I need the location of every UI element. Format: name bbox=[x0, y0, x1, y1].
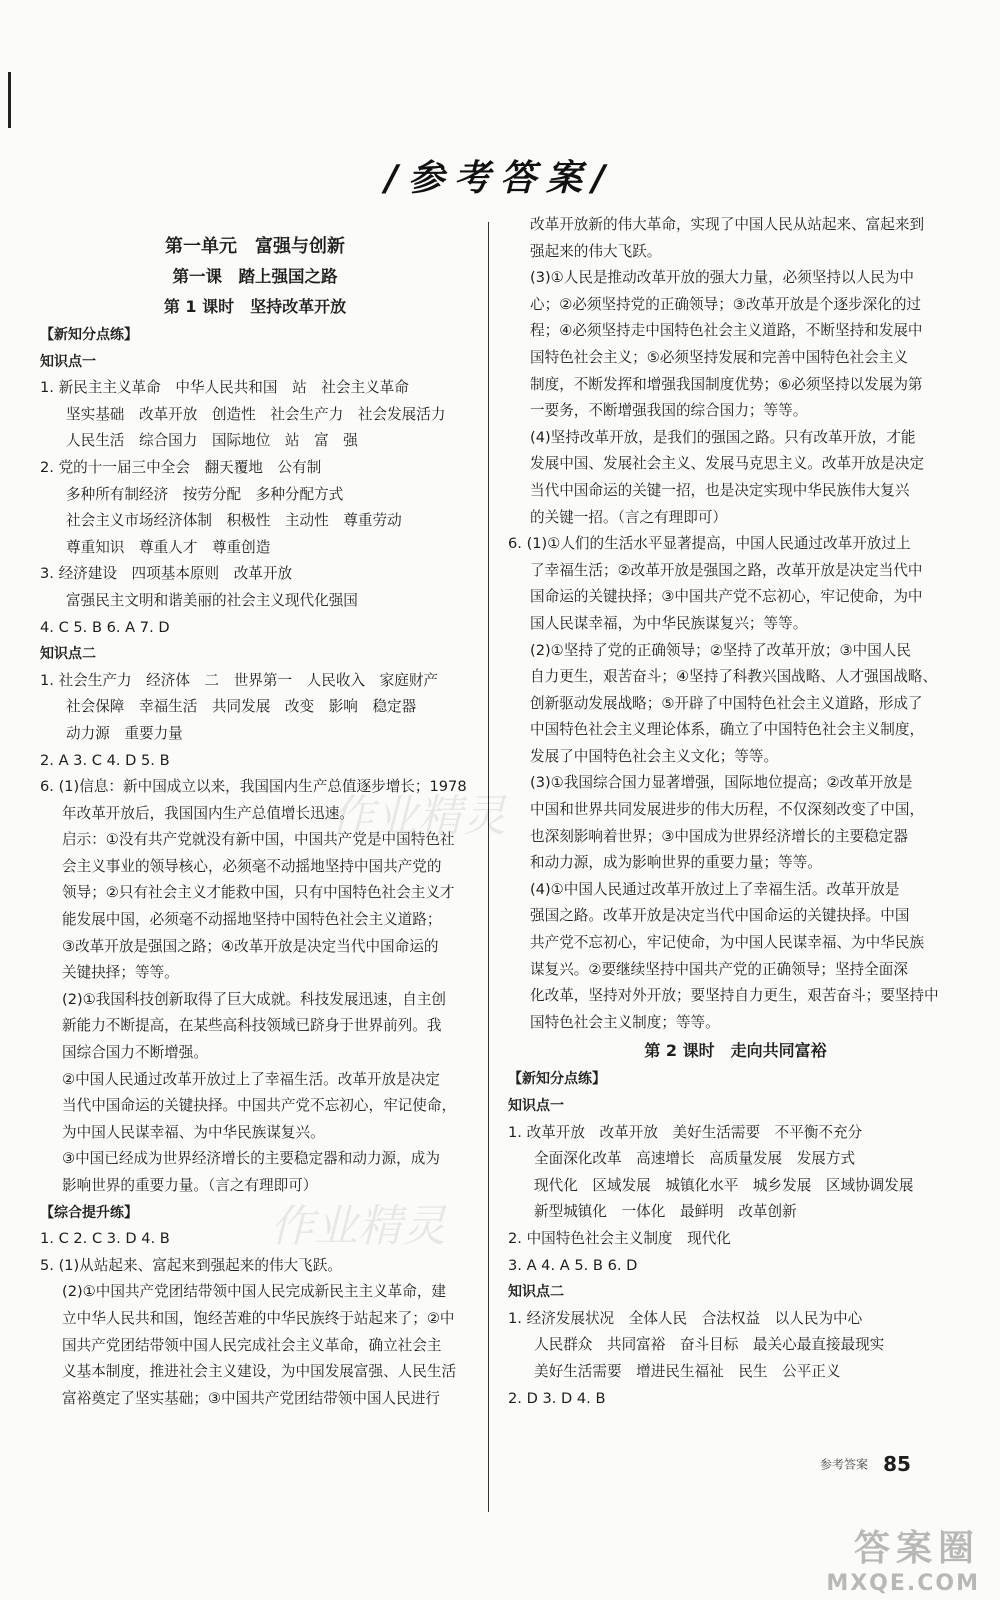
answer-line: 社会保障 幸福生活 共同发展 改变 影响 稳定器 bbox=[66, 698, 417, 716]
answer-line: 立中华人民共和国，饱经苦难的中华民族终于站起来了；②中 bbox=[62, 1309, 455, 1327]
answer-line: (2)①我国科技创新取得了巨大成就。科技发展迅速，自主创 bbox=[62, 990, 447, 1008]
answer-line: 领导；②只有社会主义才能救中国，只有中国特色社会主义才 bbox=[62, 884, 455, 902]
answer-line: 当代中国命运的关键一招，也是决定实现中华民族伟大复兴 bbox=[530, 481, 910, 499]
answer-line: 富强民主文明和谐美丽的社会主义现代化强国 bbox=[66, 591, 358, 609]
answer-line: 中国和世界共同发展进步的伟大历程，不仅深刻改变了中国， bbox=[530, 801, 925, 819]
unit-title: 第一单元 富强与创新 bbox=[165, 236, 345, 257]
watermark-lower: 作业精灵 bbox=[270, 1201, 446, 1252]
answer-line: ②中国人民通过改革开放过上了幸福生活。改革开放是决定 bbox=[62, 1070, 440, 1088]
answer-line: 知识点一 bbox=[508, 1098, 564, 1114]
watermark-mid: 作业精灵 bbox=[330, 791, 506, 842]
answer-line: 1. 改革开放 改革开放 美好生活需要 不平衡不充分 bbox=[508, 1123, 863, 1141]
answer-line: 的关键一招。（言之有理即可） bbox=[530, 508, 728, 526]
answer-line: 尊重知识 尊重人才 尊重创造 bbox=[66, 538, 271, 556]
answer-line: 新型城镇化 一体化 最鲜明 改革创新 bbox=[534, 1203, 797, 1221]
answer-line: 关键抉择；等等。 bbox=[62, 964, 179, 982]
answer-line: 影响世界的重要力量。（言之有理即可） bbox=[62, 1177, 318, 1194]
answer-line: 新能力不断提高，在某些高科技领域已跻身于世界前列。我 bbox=[62, 1017, 442, 1035]
right-answer-lines-b bbox=[508, 1066, 963, 1412]
answer-line: (2)①中国共产党团结带领中国人民完成新民主主义革命，建 bbox=[62, 1283, 447, 1301]
footer-label: 参考答案 bbox=[820, 1457, 869, 1472]
answer-line: 多种所有制经济 按劳分配 多种分配方式 bbox=[66, 485, 344, 503]
column-divider bbox=[488, 222, 489, 1512]
answer-line: 【新知分点练】 bbox=[40, 327, 138, 343]
answer-line: 共产党不忘初心，牢记使命，为中国人民谋幸福、为中华民族 bbox=[530, 934, 925, 952]
answer-line: 也深刻影响着世界；③中国成为世界经济增长的主要稳定器 bbox=[530, 827, 908, 845]
answer-line: 富裕奠定了坚实基础；③中国共产党团结带领中国人民进行 bbox=[62, 1389, 440, 1407]
answer-line: 1. C 2. C 3. D 4. B bbox=[40, 1230, 170, 1248]
period-title: 第 1 课时 坚持改革开放 bbox=[163, 297, 347, 316]
answer-line: 人民生活 综合国力 国际地位 站 富 强 bbox=[66, 432, 358, 450]
answer-line: 了幸福生活；②改革开放是强国之路，改革开放是决定当代中 bbox=[530, 561, 923, 579]
answer-line: 知识点二 bbox=[40, 646, 96, 663]
answer-line: 谋复兴。②要继续坚持中国共产党的正确领导；坚持全面深 bbox=[530, 960, 908, 978]
right-column bbox=[508, 212, 963, 1412]
answer-line: 改革开放新的伟大革命，实现了中国人民从站起来、富起来到 bbox=[530, 216, 925, 233]
answer-line: 为中国人民谋幸福、为中华民族谋复兴。 bbox=[62, 1123, 325, 1141]
page-header bbox=[0, 150, 1000, 201]
answer-line: 国命运的关键抉择；③中国共产党不忘初心，牢记使命，为中 bbox=[530, 588, 923, 606]
answer-line: (4)坚持改革开放，是我们的强国之路。只有改革开放，才能 bbox=[530, 428, 916, 446]
answer-line: 3. A 4. A 5. B 6. D bbox=[508, 1256, 638, 1274]
answer-line: (2)①坚持了党的正确领导；②坚持了改革开放；③中国人民 bbox=[530, 641, 911, 659]
answer-line: 义基本制度，推进社会主义建设，为中国发展富强、人民生活 bbox=[62, 1363, 457, 1381]
answer-line: 全面深化改革 高速增长 高质量发展 发展方式 bbox=[534, 1150, 856, 1168]
answer-line: (4)①中国人民通过改革开放过上了幸福生活。改革开放是 bbox=[530, 880, 900, 898]
answer-line: 发展了中国特色社会主义文化；等等。 bbox=[530, 747, 779, 765]
answer-line: 坚实基础 改革开放 创造性 社会生产力 社会发展活力 bbox=[66, 405, 446, 423]
answer-line: 化改革，坚持对外开放；要坚持自力更生，艰苦奋斗；要坚持中 bbox=[530, 987, 939, 1005]
brand-name: 答案圈 bbox=[853, 1528, 980, 1569]
answer-line: 一要务，不断增强我国的综合国力；等等。 bbox=[530, 402, 808, 420]
answer-line: 能发展中国，必须毫不动摇地坚持中国特色社会主义道路； bbox=[62, 911, 442, 929]
answer-line: 1. 社会生产力 经济体 二 世界第一 人民收入 家庭财产 bbox=[40, 671, 439, 689]
page-number: 85 bbox=[883, 1452, 911, 1476]
page-footer bbox=[820, 1452, 911, 1476]
answer-line: 会主义事业的领导核心，必须毫不动摇地坚持中国共产党的 bbox=[62, 857, 442, 875]
answer-line: 美好生活需要 增进民生福祉 民生 公平正义 bbox=[534, 1362, 841, 1380]
brand-watermark bbox=[826, 1520, 980, 1596]
answer-line: 年改革开放后，我国国内生产总值增长迅速。 bbox=[62, 804, 354, 822]
answer-line: 国综合国力不断增强。 bbox=[62, 1044, 208, 1062]
answer-line: 2. 中国特色社会主义制度 现代化 bbox=[508, 1229, 731, 1247]
answer-line: 制度，不断发挥和增强我国制度优势；⑥必须坚持以发展为第 bbox=[530, 375, 923, 393]
answer-line: 国特色社会主义；⑤必须坚持发展和完善中国特色社会主义 bbox=[530, 348, 908, 366]
lesson-title: 第一课 踏上强国之路 bbox=[172, 267, 338, 286]
answer-line: 1. 经济发展状况 全体人民 合法权益 以人民为中心 bbox=[508, 1309, 863, 1327]
answer-line: 知识点一 bbox=[40, 353, 96, 370]
answer-line: 1. 新民主主义革命 中华人民共和国 站 社会主义革命 bbox=[40, 379, 409, 397]
answer-line: 强国之路。改革开放是决定当代中国命运的关键抉择。中国 bbox=[530, 907, 910, 925]
answer-line: 国人民谋幸福，为中华民族谋复兴；等等。 bbox=[530, 614, 808, 632]
answer-line: 4. C 5. B 6. A 7. D bbox=[40, 618, 170, 636]
answer-line: 动力源 重要力量 bbox=[66, 724, 183, 742]
answer-line: 当代中国命运的关键抉择。中国共产党不忘初心，牢记使命， bbox=[62, 1097, 457, 1115]
answer-line: 2. D 3. D 4. B bbox=[508, 1389, 606, 1407]
answer-line: 3. 经济建设 四项基本原则 改革开放 bbox=[40, 565, 293, 583]
answer-line: (3)①我国综合国力显著增强，国际地位提高；②改革开放是 bbox=[530, 774, 913, 792]
answer-line: 6. (1)①人们的生活水平显著提高，中国人民通过改革开放过上 bbox=[508, 535, 911, 553]
answer-line: 程；④必须坚持走中国特色社会主义道路，不断坚持和发展中 bbox=[530, 322, 923, 340]
answer-line: 人民群众 共同富裕 奋斗目标 最关心最直接最现实 bbox=[534, 1336, 885, 1354]
answer-line: ③改革开放是强国之路；④改革开放是决定当代中国命运的 bbox=[62, 937, 439, 955]
answer-line: 社会主义市场经济体制 积极性 主动性 尊重劳动 bbox=[66, 512, 402, 530]
answer-line: 2. 党的十一届三中全会 翻天覆地 公有制 bbox=[40, 458, 322, 476]
answer-line: 6. (1)信息：新中国成立以来，我国国内生产总值逐步增长；1978 bbox=[40, 778, 467, 796]
answer-line: 发展中国、发展社会主义、发展马克思主义。改革开放是决定 bbox=[530, 455, 925, 473]
answer-line: 心；②必须坚持党的正确领导；③改革开放是个逐步深化的过 bbox=[530, 295, 922, 313]
page-edge-mark bbox=[8, 72, 11, 128]
answer-line: 和动力源，成为影响世界的重要力量；等等。 bbox=[530, 854, 822, 872]
answer-line: 创新驱动发展战略；⑤开辟了中国特色社会主义道路，形成了 bbox=[530, 694, 923, 712]
answer-line: 【综合提升练】 bbox=[40, 1204, 138, 1221]
period2-title: 第 2 课时 走向共同富裕 bbox=[644, 1041, 827, 1061]
answer-line: 知识点二 bbox=[508, 1284, 564, 1301]
answer-line: 国特色社会主义制度；等等。 bbox=[530, 1013, 720, 1031]
answer-line: 【新知分点练】 bbox=[508, 1071, 606, 1088]
answer-line: 启示：①没有共产党就没有新中国，中国共产党是中国特色社 bbox=[62, 831, 455, 849]
answer-line: 强起来的伟大飞跃。 bbox=[530, 242, 662, 260]
page-title: /参考答案/ bbox=[384, 158, 616, 199]
answer-line: 国共产党团结带领中国人民完成社会主义革命，确立社会主 bbox=[62, 1336, 442, 1354]
answer-line: 5. (1)从站起来、富起来到强起来的伟大飞跃。 bbox=[40, 1256, 342, 1274]
answer-line: 自力更生，艰苦奋斗；④坚持了科教兴国战略、人才强国战略、 bbox=[530, 668, 938, 686]
right-answer-lines-a bbox=[508, 212, 963, 1036]
answer-line: (3)①人民是推动改革开放的强大力量，必须坚持以人民为中 bbox=[530, 269, 915, 287]
answer-line: ③中国已经成为世界经济增长的主要稳定器和动力源，成为 bbox=[62, 1150, 440, 1168]
answer-line: 现代化 区域发展 城镇化水平 城乡发展 区域协调发展 bbox=[534, 1176, 914, 1194]
answer-line: 中国特色社会主义理论体系，确立了中国特色社会主义制度， bbox=[530, 721, 925, 739]
brand-url: MXQE.COM bbox=[826, 1571, 980, 1596]
answer-line: 2. A 3. C 4. D 5. B bbox=[40, 751, 170, 769]
